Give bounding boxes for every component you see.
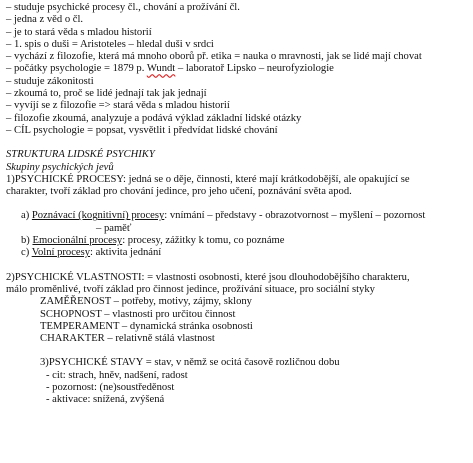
procesy-item (6, 210, 473, 222)
bullet-line: – je to stará věda s mladou historií (6, 26, 152, 38)
procesy-item (6, 235, 473, 247)
item-prefix: c) (21, 247, 32, 259)
item-prefix: b) (21, 235, 33, 247)
vlastnosti-item: ZAMĚŘENOST – potřeby, motivy, zájmy, sklony (40, 296, 252, 308)
procesy-item-continuation: – paměť (96, 222, 132, 234)
pocatky-suffix: – laboratoř Lipsko – neurofyziologie (175, 63, 334, 75)
spacer (6, 260, 473, 272)
vlastnosti-continuation: málo proměnlivé, tvoří základ pro činnost jedince, prožívání situace, pro sociální styky (6, 283, 375, 295)
section-title: STRUKTURA LIDSKÉ PSYCHIKY (6, 149, 155, 161)
bullet-line: – jedna z věd o čl. (6, 14, 84, 26)
bullet-line-pocatky (6, 63, 473, 75)
vlastnosti-item: TEMPERAMENT – dynamická stránka osobnosti (40, 320, 253, 332)
spellcheck-word: Wundt (146, 63, 176, 75)
bullet-line: – 1. spis o duši = Aristoteles – hledal duši v srdci (6, 38, 214, 50)
item-text: : procesy, zážitky k tomu, co poznáme (122, 235, 285, 247)
bullet-line: – vychází z filozofie, která má mnoho oborů př. etika = nauka o mravnosti, jak se lidé mají chovat (6, 51, 422, 63)
spacer (6, 198, 473, 210)
bullet-line: – studuje psychické procesy čl., chování a prožívání čl. (6, 2, 240, 13)
vlastnosti-item: CHARAKTER – relativně stálá vlastnost (40, 333, 215, 345)
item-text: : aktivita jednání (90, 247, 162, 259)
bullet-line: – studuje zákonitosti (6, 75, 94, 87)
spacer (6, 137, 473, 149)
stavy-item: - aktivace: snížená, zvýšená (46, 394, 165, 406)
stavy-item: - cit: strach, hněv, nadšení, radost (46, 369, 188, 381)
section-subtitle: Skupiny psychických jevů (6, 161, 114, 173)
item-prefix: a) (21, 210, 32, 222)
bullet-line: – CÍL psychologie = popsat, vysvětlit i předvídat lidské chování (6, 124, 278, 136)
item-name: Poznávací (kognitivní) procesy (31, 210, 165, 222)
item-text: : vnímání – představy - obrazotvornost – myšlení – pozornost (164, 210, 426, 222)
stavy-item: - pozornost: (ne)soustředěnost (46, 382, 175, 394)
bullet-line: – filozofie zkoumá, analyzuje a podává výklad základní lidské otázky (6, 112, 302, 124)
bullet-line: – zkoumá to, proč se lidé jednají tak jak jednají (6, 88, 207, 100)
item-name: Emocionální procesy (32, 235, 123, 247)
item-name: Volní procesy (31, 247, 91, 259)
vlastnosti-heading: 2)PSYCHICKÉ VLASTNOSTI: = vlastnosti osobnosti, které jsou dlouhodobějšího charakteru, (6, 271, 410, 283)
spacer (6, 345, 473, 357)
pocatky-prefix: – počátky psychologie = 1879 p. (6, 63, 147, 75)
stavy-heading: 3)PSYCHICKÉ STAVY = stav, v němž se ocitá časově rozličnou dobu (40, 357, 340, 369)
procesy-item (6, 247, 473, 259)
bullet-line: – vyvíjí se z filozofie => stará věda s mladou historií (6, 100, 230, 112)
vlastnosti-item: SCHOPNOST – vlastnosti pro určitou činnost (40, 308, 236, 320)
procesy-continuation: charakter, tvoří základ pro chování jedince, pro jeho učení, poznávání světa apod. (6, 186, 352, 198)
procesy-heading: 1)PSYCHICKÉ PROCESY: jedná se o děje, činnosti, které mají krátkodobější, ale opakující se (6, 173, 410, 185)
